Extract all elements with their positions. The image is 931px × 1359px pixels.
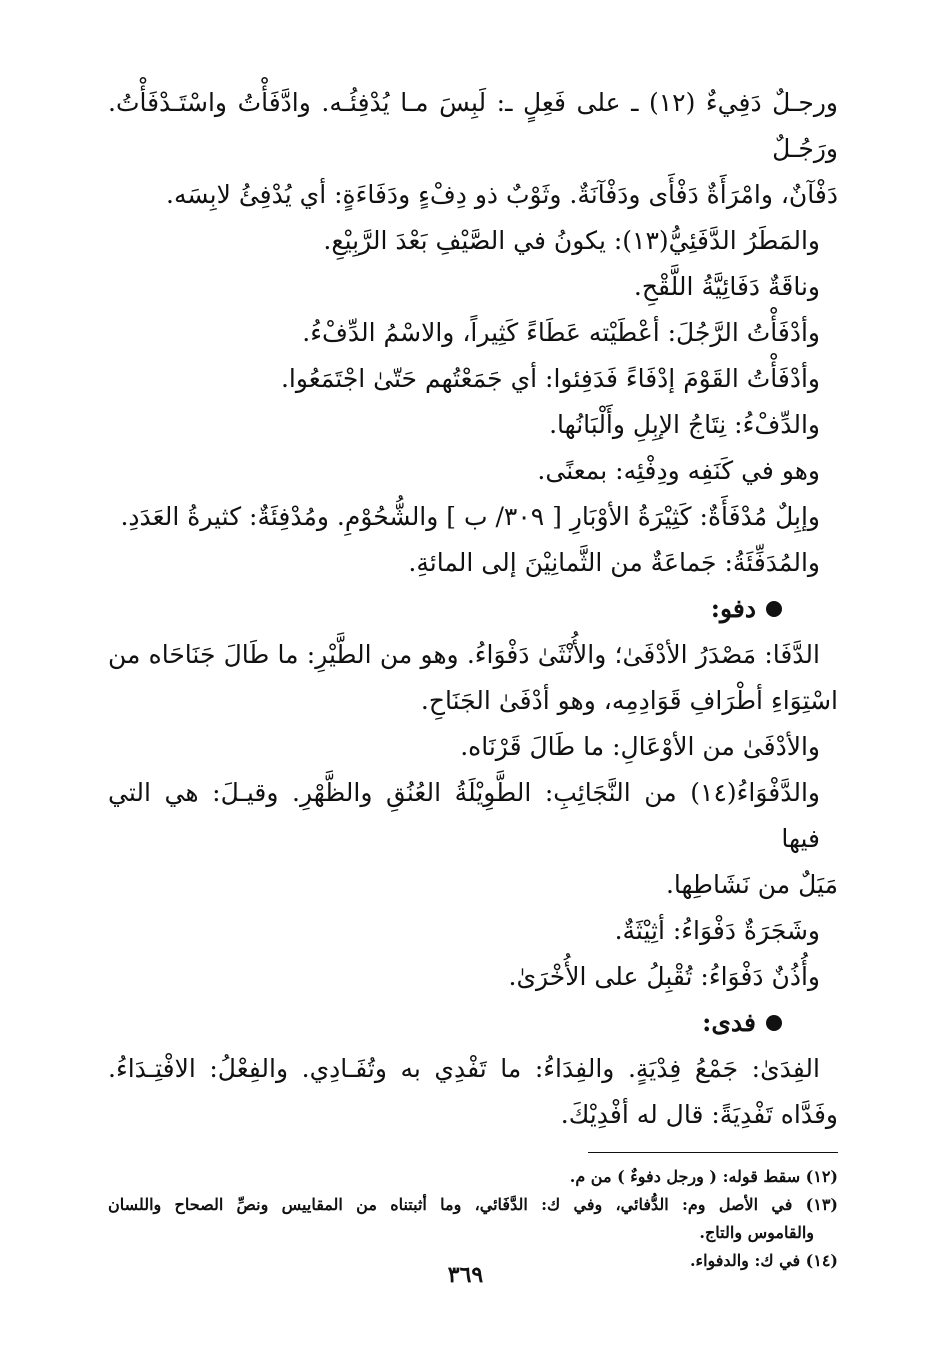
- document-page: [108, 80, 838, 1275]
- text-line: وفَدَّاه تَفْدِيَةً: قال له أفْدِيْكَ.: [560, 1100, 838, 1129]
- footnote: (١٢) سقط قوله: ( ورجل دفوءٌ ) من م.: [569, 1167, 838, 1186]
- text-line: مَيَلٌ من نَشَاطِها.: [665, 870, 838, 899]
- page-number: ٣٦٩: [447, 1262, 484, 1288]
- text-line: ورجـلٌ دَفِيءٌ (١٢) ـ على فَعِلٍ ـ: لَبِسَ مـا يُدْفِئُـه. وادَّفَأْتُ واسْتَـدْفَأْتُ. ورَجُـلٌ: [108, 88, 839, 163]
- text-line: والأدْفَىٰ من الأوْعَالِ: ما طَالَ قَرْنَاه.: [460, 732, 820, 761]
- text-line: والمَطَرُ الدَّفَئِيُّ(١٣): يكونُ في الصَّيْفِ بَعْدَ الرَّبِيْعِ.: [323, 226, 820, 255]
- entry-heading-fdy: [108, 1000, 838, 1046]
- footnote-continuation: والقاموس والتاج.: [699, 1223, 814, 1242]
- text-line: وأدْفَأْتُ الرَّجُلَ: أعْطَيْته عَطَاءً كَثِيراً، والاسْمُ الدِّفْءُ.: [302, 318, 820, 347]
- footnotes: [108, 1163, 838, 1275]
- footnote: (١٤) في ك: والدفواء.: [689, 1251, 838, 1270]
- text-line: دَفْآنٌ، وامْرَأَةٌ دَفْأَى ودَفْآنَةٌ. وثَوْبٌ ذو دِفْءٍ ودَفَاءَةٍ: أي يُدْفِئُ لابِسَه.: [166, 180, 838, 209]
- entry-dfa: [108, 80, 838, 586]
- text-line: الفِدَىٰ: جَمْعُ فِدْيَةٍ. والفِدَاءُ: ما تَفْدِي به وتُفَـادِي. والفِعْلُ: الافْتِـدَاءُ.: [108, 1054, 820, 1083]
- entry-heading-dfw: [108, 586, 838, 632]
- heading-label: دفو:: [710, 594, 756, 623]
- text-line: الدَّفَا: مَصْدَرُ الأدْفَىٰ؛ والأُنْثَىٰ دَفْوَاءُ. وهو من الطَّيْرِ: ما طَالَ جَنَاحَاه من: [108, 640, 820, 669]
- text-line: والمُدَفِّئَةُ: جَماعَةٌ من الثَّمانِيْنَ إلى المائةِ.: [408, 548, 820, 577]
- footnote-divider: [588, 1152, 838, 1153]
- heading-label: فدى:: [702, 1008, 756, 1037]
- text-line: اسْتِوَاءِ أطْرَافِ قَوَادِمِه، وهو أدْفَىٰ الجَنَاحِ.: [420, 686, 838, 715]
- text-line: وأدْفَأْتُ القَوْمَ إدْفَاءً فَدَفِئوا: أي جَمَعْتُهم حَتّىٰ اجْتَمَعُوا.: [280, 364, 820, 393]
- bullet-icon: [766, 601, 782, 617]
- footnote: (١٣) في الأصل وم: الدُّفائي، وفي ك: الدَّفَائي، وما أثبتناه من المقاييس ونصِّ الصحاح واللسان: [108, 1195, 838, 1214]
- text-line: والدِّفْءُ: نِتَاجُ الإبِلِ وأَلْبَانُها.: [549, 410, 820, 439]
- entry-fdy: [108, 1046, 838, 1138]
- bullet-icon: [766, 1015, 782, 1031]
- text-line: وهو في كَنَفِه ودِفْئِه: بمعنًى.: [537, 456, 820, 485]
- text-line: وإبِلٌ مُدْفَأَةٌ: كَثِيْرَةُ الأوْبَارِ [ ٣٠٩/ ب ] والشُّحُوْمِ. ومُدْفِئَةٌ: كثيرةُ العَدَدِ.: [120, 502, 820, 531]
- entry-dfw: [108, 632, 838, 1000]
- text-line: وأُذُنٌ دَفْوَاءُ: تُقْبِلُ على الأُخْرَىٰ.: [508, 962, 820, 991]
- text-line: وشَجَرَةٌ دَفْوَاءُ: أثِيْثَةٌ.: [614, 916, 820, 945]
- text-line: والدَّفْوَاءُ(١٤) من النَّجَائِبِ: الطَّوِيْلَةُ العُنُقِ والظَّهْرِ. وقيـلَ: هي التي فيها: [108, 778, 820, 853]
- text-line: وناقَةٌ دَفَائِيَّةُ اللَّقْحِ.: [633, 272, 820, 301]
